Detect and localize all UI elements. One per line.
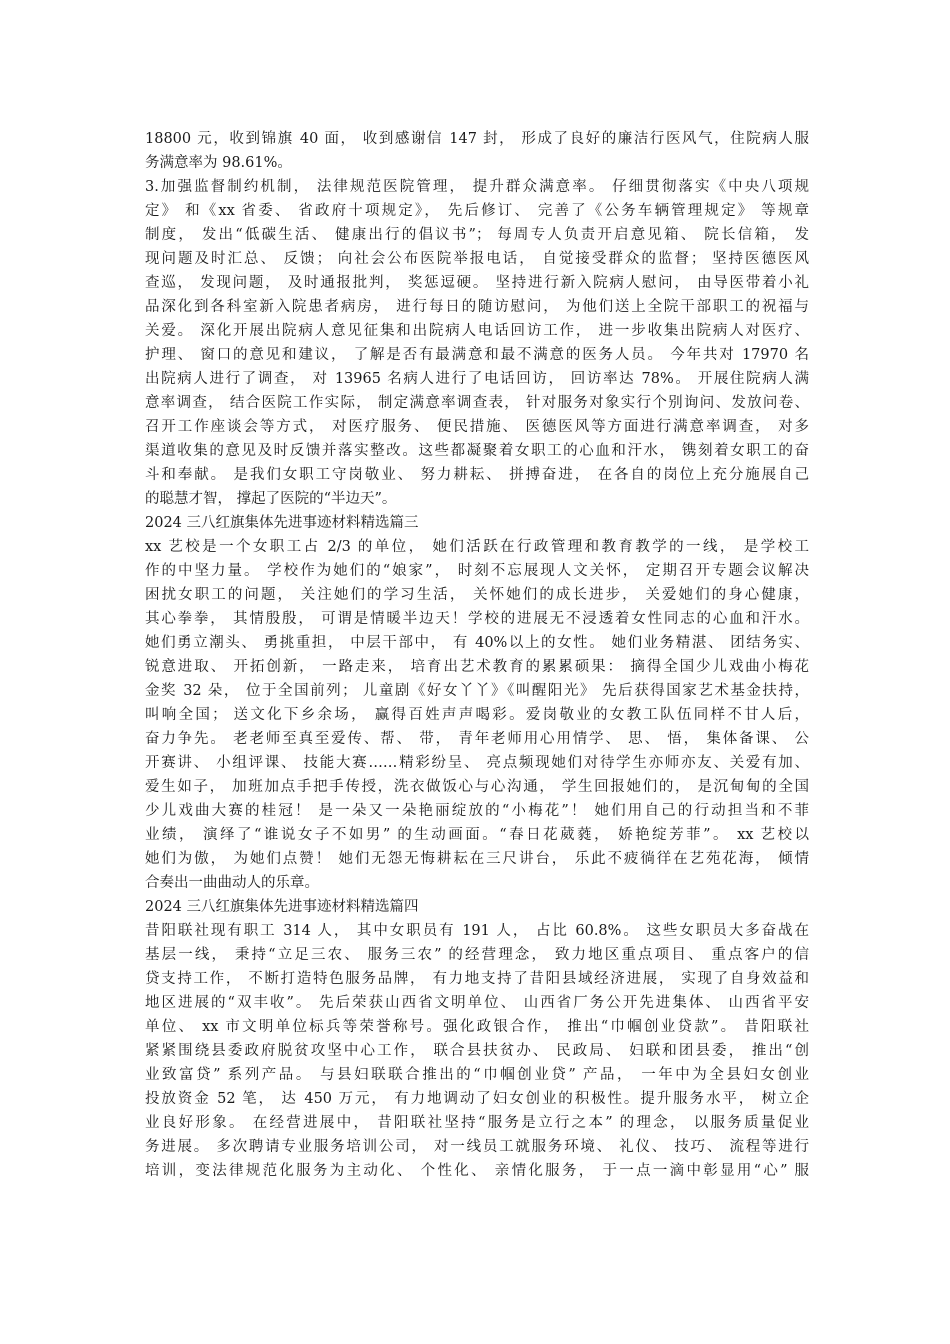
text-line: 贷支持工作， 不断打造特色服务品牌， 有力地支持了昔阳县域经济进展， 实现了自身效益和: [145, 971, 809, 987]
text-line: 培训，变法律规范化服务为主动化、 个性化、 亲情化服务， 于一点一滴中彰显用“心” 服: [145, 1163, 809, 1179]
text-line: 业绩， 演绎了“谁说女子不如男” 的生动画面。“春日花葳蕤， 娇艳绽芳菲”。 xx 艺校以: [145, 827, 809, 843]
text-line: 锐意进取、 开拓创新， 一路走来， 培育出艺术教育的累累硕果： 摘得全国少儿戏曲小梅花: [145, 659, 809, 675]
text-line: 意率调查， 结合医院工作实际， 制定满意率调查表， 针对服务对象实行个别询问、发放问卷、: [145, 395, 809, 411]
text-line: 定》 和《xx 省委、 省政府十项规定》， 先后修订、 完善了《公务车辆管理规定》 等规章: [145, 203, 809, 219]
text-line: 斗和奉献。 是我们女职工守岗敬业、 努力耕耘、 拼搏奋进， 在各自的岗位上充分施展自己: [145, 467, 809, 483]
text-line: 制度， 发出“低碳生活、 健康出行的倡议书”； 每周专人负责开启意见箱、 院长信箱， 发: [145, 227, 809, 243]
text-line: 单位、 xx 市文明单位标兵等荣誉称号。强化政银合作， 推出“巾帼创业贷款”。 昔阳联社: [145, 1019, 809, 1035]
text-line: 合奏出一曲曲动人的乐章。: [145, 875, 319, 891]
text-line: 的聪慧才智， 撑起了医院的“半边天”。: [145, 491, 397, 507]
text-line: 出院病人进行了调查， 对 13965 名病人进行了电话回访， 回访率达 78%。 开展住院病人满: [145, 371, 809, 387]
text-line: 其心拳拳， 其情殷殷， 可谓是情暖半边天！学校的进展无不浸透着女性同志的心血和汗水。: [145, 611, 809, 627]
text-line: 昔阳联社现有职工 314 人， 其中女职员有 191 人， 占比 60.8%。 这些女职员大多奋战在: [145, 923, 809, 939]
text-line: 爱生如子， 加班加点手把手传授，洗衣做饭心与心沟通， 学生回报她们的， 是沉甸甸的全国: [145, 779, 809, 795]
text-line: xx 艺校是一个女职工占 2/3 的单位， 她们活跃在行政管理和教育教学的一线， 是学校工: [145, 539, 809, 555]
text-line: 开赛讲、 小组评课、 技能大赛……精彩纷呈、 亮点频现她们对待学生亦师亦友、关爱有加、: [145, 755, 809, 771]
text-line: 现问题及时汇总、 反馈； 向社会公布医院举报电话， 自觉接受群众的监督； 坚持医德医风: [145, 251, 809, 267]
text-line: 业良好形象。 在经营进展中， 昔阳联社坚持“服务是立行之本” 的理念， 以服务质量促业: [145, 1115, 809, 1131]
text-line: 投放资金 52 笔， 达 450 万元， 有力地调动了妇女创业的积极性。提升服务水平， 树立企: [145, 1091, 809, 1107]
text-line: 召开工作座谈会等方式， 对医疗服务、 便民措施、 医德医风等方面进行满意率调查， 对多: [145, 419, 809, 435]
section-heading: 2024 三八红旗集体先进事迹材料精选篇三: [145, 515, 419, 531]
text-line: 紧紧围绕县委政府脱贫攻坚中心工作， 联合县扶贫办、 民政局、 妇联和团县委， 推出“创: [145, 1043, 809, 1059]
text-line: 基层一线， 秉持“立足三农、 服务三农” 的经营理念， 致力地区重点项目、 重点客户的信: [145, 947, 809, 963]
text-line: 她们勇立潮头、 勇挑重担， 中层干部中， 有 40%以上的女性。 她们业务精湛、 团结务实、: [145, 635, 809, 651]
text-line: 业致富贷” 系列产品。 与县妇联联合推出的“巾帼创业贷” 产品， 一年中为全县妇女创业: [145, 1067, 809, 1083]
text-line: 查巡， 发现问题， 及时通报批判， 奖惩逗硬。 坚持进行新入院病人慰问， 由导医带着小礼: [145, 275, 809, 291]
text-line: 18800 元，收到锦旗 40 面， 收到感谢信 147 封， 形成了良好的廉洁行医风气，住院病人服: [145, 131, 809, 147]
text-line: 少儿戏曲大赛的桂冠！ 是一朵又一朵艳丽绽放的“小梅花”！ 她们用自己的行动担当和不菲: [145, 803, 809, 819]
text-line: 3.加强监督制约机制， 法律规范医院管理， 提升群众满意率。 仔细贯彻落实《中央八项规: [145, 179, 809, 195]
text-line: 作的中坚力量。 学校作为她们的“娘家”， 时刻不忘展现人文关怀， 定期召开专题会议解决: [145, 563, 809, 579]
text-line: 关爱。 深化开展出院病人意见征集和出院病人电话回访工作， 进一步收集出院病人对医疗、: [145, 323, 809, 339]
text-line: 务满意率为 98.61%。: [145, 155, 292, 171]
text-line: 渠道收集的意见及时反馈并落实整改。这些都凝聚着女职工的心血和汗水， 镌刻着女职工的奋: [145, 443, 809, 459]
text-line: 金奖 32 朵， 位于全国前列； 儿童剧《好女丫丫》《叫醒阳光》 先后获得国家艺术基金扶持，: [145, 683, 809, 699]
text-line: 地区进展的“双丰收”。 先后荣获山西省文明单位、 山西省厂务公开先进集体、 山西省平安: [145, 995, 809, 1011]
text-line: 务进展。 多次聘请专业服务培训公司， 对一线员工就服务环境、 礼仪、 技巧、 流程等进行: [145, 1139, 809, 1155]
text-line: 品深化到各科室新入院患者病房， 进行每日的随访慰问， 为他们送上全院干部职工的祝福与: [145, 299, 809, 315]
text-line: 奋力争先。 老老师至真至爱传、帮、 带， 青年老师用心用情学、 思、 悟， 集体备课、 公: [145, 731, 809, 747]
text-line: 她们为傲， 为她们点赞！ 她们无怨无悔耕耘在三尺讲台， 乐此不疲徜徉在艺苑花海， 倾情: [145, 851, 809, 867]
text-line: 困扰女职工的问题， 关注她们的学习生活， 关怀她们的成长进步， 关爱她们的身心健康，: [145, 587, 809, 603]
text-line: 护理、 窗口的意见和建议， 了解是否有最满意和最不满意的医务人员。 今年共对 17970 名: [145, 347, 809, 363]
text-line: 叫响全国； 送文化下乡余场， 赢得百姓声声喝彩。爱岗敬业的女教工队伍同样不甘人后，: [145, 707, 809, 723]
section-heading: 2024 三八红旗集体先进事迹材料精选篇四: [145, 899, 419, 915]
